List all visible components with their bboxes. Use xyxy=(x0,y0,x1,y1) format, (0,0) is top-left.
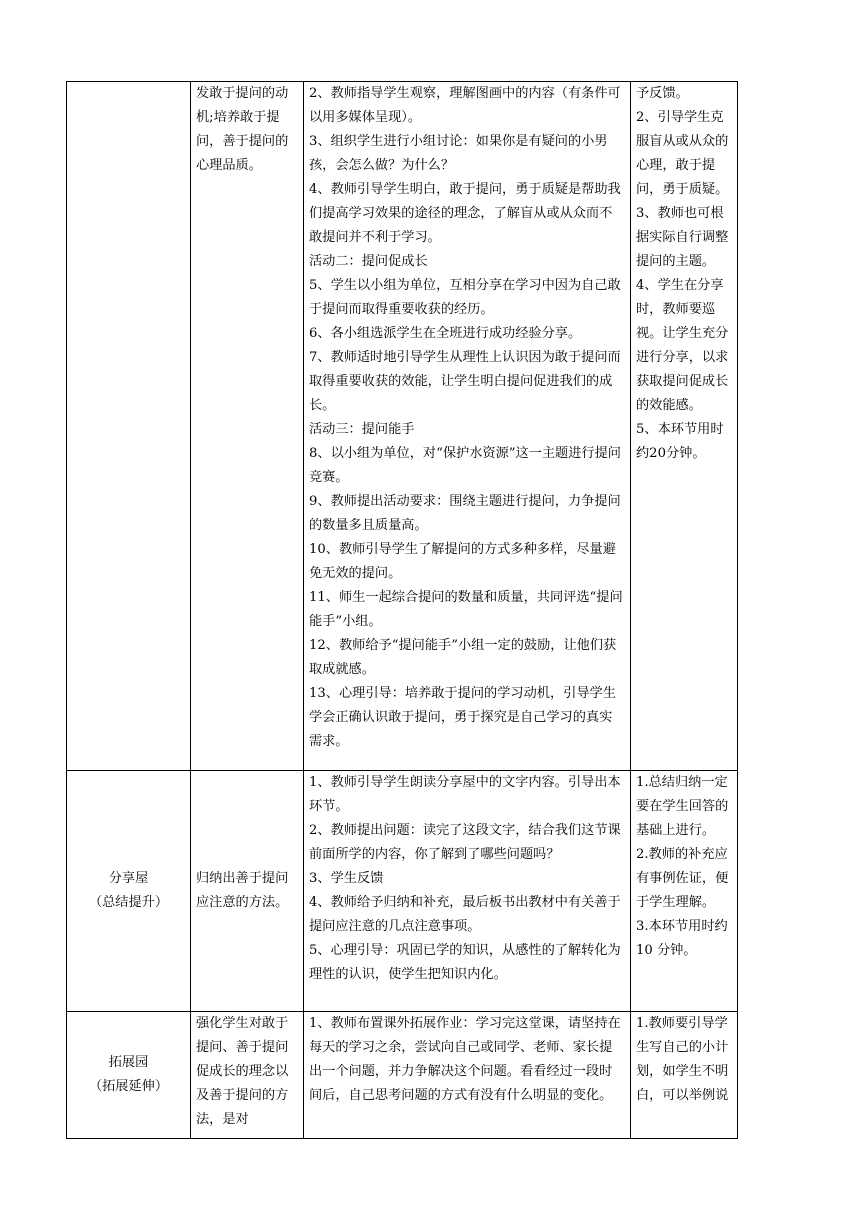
goal-text: 发敢于提问的动机;培养敢于提问，善于提问的心理品质。 xyxy=(196,86,289,173)
activity-item: 5、心理引导：巩固已学的知识，从感性的了解转化为理性的认识，使学生把知识内化。 xyxy=(309,943,621,982)
goal-text: 归纳出善于提问应注意的方法。 xyxy=(196,871,289,910)
note-item: 3.本环节用时约 10 分钟。 xyxy=(636,919,728,958)
table-row xyxy=(67,1012,738,1139)
note-item: 予反馈。 xyxy=(636,86,689,101)
goal-cell xyxy=(191,1012,304,1139)
note-item: 3、教师也可根据实际自行调整提问的主题。 xyxy=(636,206,729,269)
activity-item: 2、教师指导学生观察，理解图画中的内容（有条件可以用多媒体呈现）。 xyxy=(309,86,621,125)
stage-cell xyxy=(67,771,191,1012)
activity-item: 8、以小组为单位，对“保护水资源”这一主题进行提问竞赛。 xyxy=(309,446,621,485)
activity-item: 3、学生反馈 xyxy=(309,871,384,886)
activity-item: 13、心理引导：培养敢于提问的学习动机，引导学生学会正确认识敢于提问，勇于探究是自己学习的真实需求。 xyxy=(309,686,616,749)
activity-item: 10、教师引导学生了解提问的方式多种多样，尽量避免无效的提问。 xyxy=(309,542,616,581)
lesson-plan-table xyxy=(66,81,738,1139)
stage-cell xyxy=(67,1012,191,1139)
notes-cell xyxy=(631,771,738,1012)
note-item: 2、引导学生克服盲从或从众的心理，敢于提问，勇于质疑。 xyxy=(636,110,729,197)
activity-item: 6、各小组选派学生在全班进行成功经验分享。 xyxy=(309,326,582,341)
activity-item: 3、组织学生进行小组讨论：如果你是有疑问的小男孩，会怎么做？为什么？ xyxy=(309,134,608,173)
notes-cell xyxy=(631,82,738,771)
activity-heading: 活动二：提问促成长 xyxy=(309,254,428,269)
activity-heading: 活动三：提问能手 xyxy=(309,422,415,437)
goal-cell xyxy=(191,771,304,1012)
goal-text: 强化学生对敢于提问、善于提问促成长的理念以及善于提问的方法，是对 xyxy=(196,1016,289,1127)
activity-item: 1、教师布置课外拓展作业：学习完这堂课，请坚持在每天的学习之余，尝试向自己或同学、老师、家长提出一个问题，并力争解决这个问题。看看经过一段时间后，自己思考问题的方式有没有什么明显的变化。 xyxy=(309,1016,621,1103)
note-item: 5、本环节用时约20分钟。 xyxy=(636,422,724,461)
note-item: 4、学生在分享时，教师要巡视。让学生充分进行分享，以求获取提问促成长的效能感。 xyxy=(636,278,729,413)
table-row xyxy=(67,771,738,1012)
activity-item: 5、学生以小组为单位，互相分享在学习中因为自己敢于提问而取得重要收获的经历。 xyxy=(309,278,621,317)
activity-item: 11、师生一起综合提问的数量和质量，共同评选“提问能手”小组。 xyxy=(309,590,623,629)
stage-name: 拓展园 xyxy=(108,1055,149,1070)
activity-item: 9、教师提出活动要求：围绕主题进行提问，力争提问的数量多且质量高。 xyxy=(309,494,621,533)
activity-item: 12、教师给予“提问能手”小组一定的鼓励，让他们获取成就感。 xyxy=(309,638,617,677)
activities-cell xyxy=(304,771,631,1012)
activity-item: 2、教师提出问题：读完了这段文字，结合我们这节课前面所学的内容，你了解到了哪些问题吗？ xyxy=(309,823,621,862)
goal-cell xyxy=(191,82,304,771)
activity-item: 4、教师引导学生明白，敢于提问，勇于质疑是帮助我们提高学习效果的途径的理念，了解盲从或从众而不敢提问并不利于学习。 xyxy=(309,182,621,245)
table-row xyxy=(67,82,738,771)
notes-cell xyxy=(631,1012,738,1139)
stage-cell xyxy=(67,82,191,771)
stage-subtitle: （总结提升） xyxy=(88,895,169,910)
activity-item: 4、教师给予归纳和补充，最后板书出教材中有关善于提问应注意的几点注意事项。 xyxy=(309,895,621,934)
stage-name: 分享屋 xyxy=(108,871,149,886)
stage-subtitle: （拓展延伸） xyxy=(88,1079,169,1094)
note-item: 1.总结归纳一定要在学生回答的基础上进行。 xyxy=(636,775,729,838)
activities-cell xyxy=(304,1012,631,1139)
activity-item: 7、教师适时地引导学生从理性上认识因为敢于提问而取得重要收获的效能，让学生明白提问促进我们的成长。 xyxy=(309,350,621,413)
note-item: 2.教师的补充应有事例佐证，便于学生理解。 xyxy=(636,847,729,910)
activities-cell xyxy=(304,82,631,771)
note-item: 1.教师要引导学生写自己的小计划，如学生不明白，可以举例说 xyxy=(636,1016,729,1103)
activity-item: 1、教师引导学生朗读分享屋中的文字内容。引导出本环节。 xyxy=(309,775,621,814)
